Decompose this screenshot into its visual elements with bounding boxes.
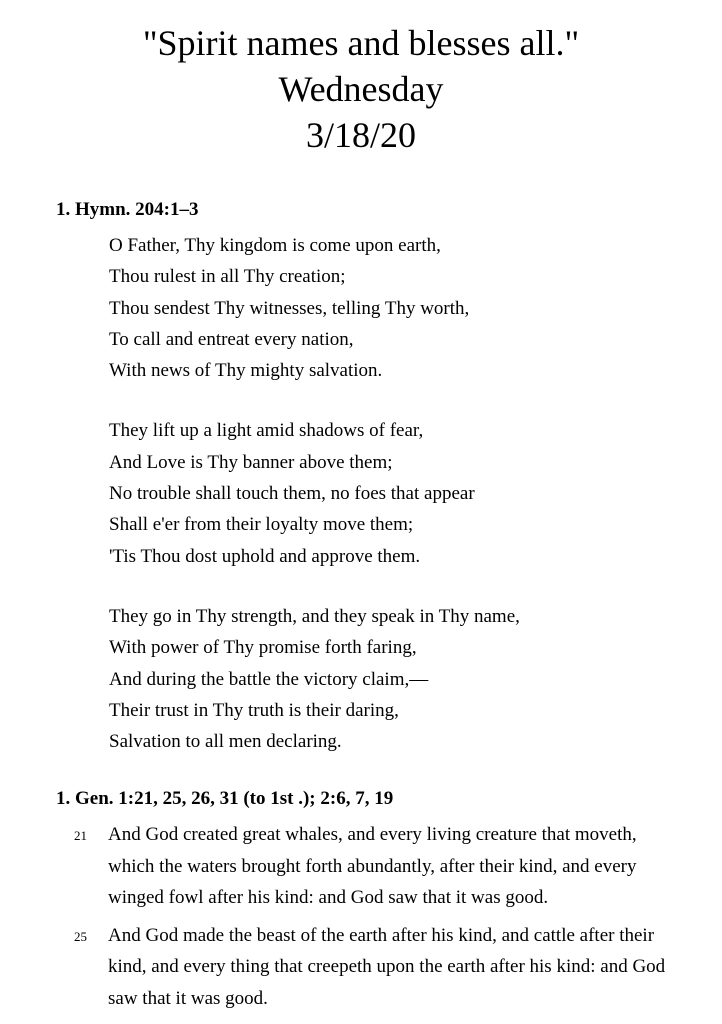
title-block <box>0 0 722 158</box>
hymn-stanza <box>109 601 722 757</box>
verse-text: And God created great whales, and every living creature that moveth, which the waters brought forth abundantly, after their kind, and every winged fowl after his kind: and God saw that it was good. <box>108 824 637 909</box>
hymn-body <box>0 230 722 757</box>
title-date: 3/18/20 <box>305 115 416 155</box>
hymn-line: With news of Thy mighty salvation. <box>109 360 383 382</box>
hymn-line: Thou rulest in all Thy creation; <box>109 266 346 288</box>
hymn-stanza <box>109 230 722 386</box>
genesis-heading: 1. Gen. 1:21, 25, 26, 31 (to 1st .); 2:6, 7, 19 <box>56 788 394 810</box>
hymn-line: Shall e'er from their loyalty move them; <box>109 514 414 536</box>
genesis-verses <box>0 819 722 1014</box>
hymn-stanza <box>109 415 722 571</box>
hymn-line: 'Tis Thou dost uphold and approve them. <box>109 545 421 567</box>
title-weekday: Wednesday <box>278 69 444 109</box>
verse-text: And God made the beast of the earth after his kind, and cattle after their kind, and every thing that creepeth upon the earth after his kind: and God saw that it was good. <box>108 924 666 1009</box>
hymn-line: Their trust in Thy truth is their daring, <box>109 699 399 721</box>
hymn-line: And Love is Thy banner above them; <box>109 451 393 473</box>
hymn-line: To call and entreat every nation, <box>109 328 354 350</box>
hymn-line: And during the battle the victory claim,— <box>109 668 429 690</box>
hymn-line: Salvation to all men declaring. <box>109 731 342 753</box>
hymn-line: They go in Thy strength, and they speak in Thy name, <box>109 605 520 627</box>
hymn-line: No trouble shall touch them, no foes that appear <box>109 483 475 505</box>
hymn-line: O Father, Thy kingdom is come upon earth, <box>109 235 441 256</box>
hymn-heading: 1. Hymn. 204:1–3 <box>56 199 199 220</box>
hymn-line: With power of Thy promise forth faring, <box>109 637 417 659</box>
hymn-line: Thou sendest Thy witnesses, telling Thy worth, <box>109 297 470 319</box>
verse-item <box>0 819 722 914</box>
title-theme: "Spirit names and blesses all." <box>142 23 580 63</box>
verse-number: 25 <box>74 928 87 944</box>
verse-number: 21 <box>74 828 87 844</box>
verse-item <box>0 920 722 1015</box>
hymn-line: They lift up a light amid shadows of fear, <box>109 420 424 442</box>
